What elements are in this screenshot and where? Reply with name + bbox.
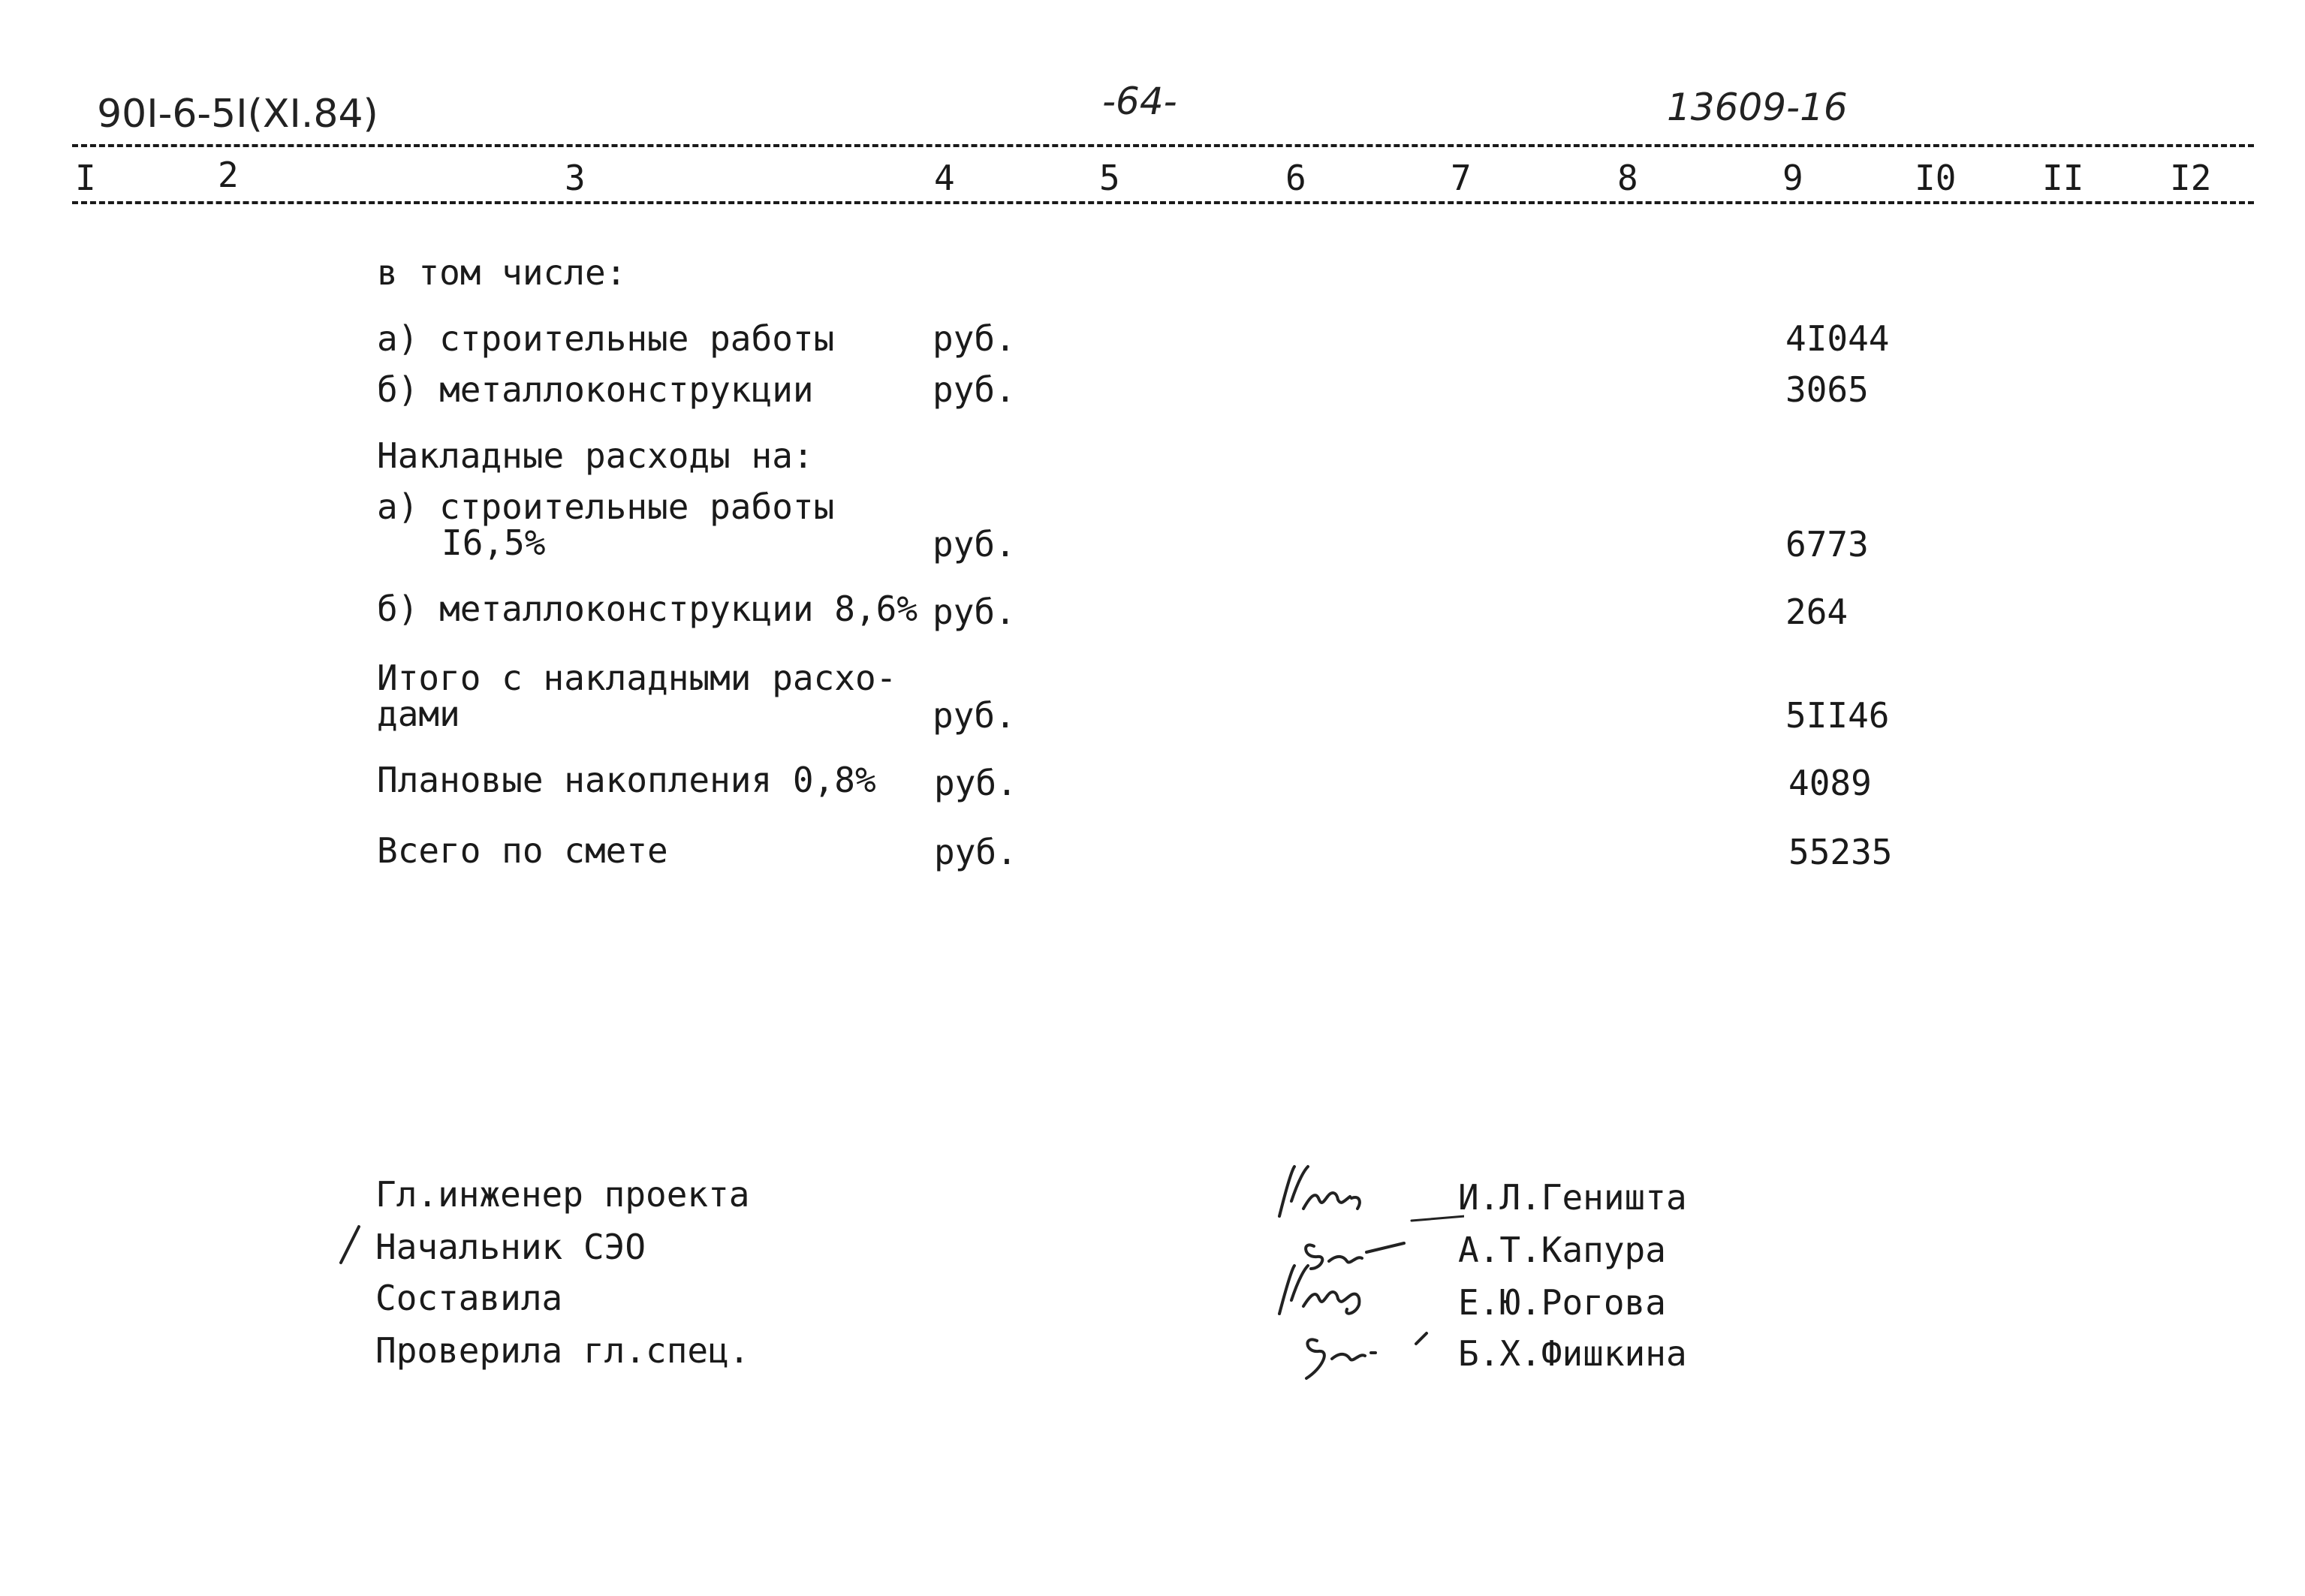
signature-name: А.Т.Капура bbox=[1458, 1230, 1666, 1270]
handwritten-signatures bbox=[1269, 1156, 1464, 1411]
row-label: б) металлоконструкции 8,6% bbox=[377, 589, 918, 629]
grand-total-value: 55235 bbox=[1788, 832, 1893, 872]
grand-total-unit: руб. bbox=[934, 832, 1017, 872]
sheet-code: 13609-16 bbox=[1667, 86, 1848, 129]
row-value: 4I044 bbox=[1785, 318, 1890, 359]
overhead-label: Накладные расходы на: bbox=[377, 435, 814, 476]
header-rule-top bbox=[72, 144, 2254, 147]
doc-code-note: (XI.84) bbox=[247, 92, 378, 137]
column-number: I2 bbox=[2170, 158, 2212, 198]
planned-savings-label: Плановые накопления 0,8% bbox=[377, 760, 876, 800]
row-unit: руб. bbox=[933, 524, 1016, 565]
column-number: 9 bbox=[1782, 158, 1803, 198]
planned-savings-unit: руб. bbox=[934, 763, 1017, 803]
total-with-overhead-label-continued: дами bbox=[377, 694, 460, 734]
doc-code-text: 90I-6-5I bbox=[97, 92, 248, 137]
column-number: 2 bbox=[218, 155, 239, 195]
row-value: 6773 bbox=[1785, 524, 1869, 565]
row-value: 3065 bbox=[1785, 369, 1869, 410]
signature-name: Е.Ю.Рогова bbox=[1458, 1282, 1666, 1323]
page-number: -64- bbox=[1102, 80, 1177, 123]
column-number: 6 bbox=[1285, 158, 1306, 198]
grand-total-label: Всего по смете bbox=[377, 830, 668, 871]
signature-role: Проверила гл.спец. bbox=[375, 1330, 750, 1371]
row-unit: руб. bbox=[933, 318, 1016, 359]
column-number: 3 bbox=[565, 158, 586, 198]
signature-name: И.Л.Геништа bbox=[1458, 1177, 1687, 1218]
column-number: II bbox=[2042, 158, 2084, 198]
planned-savings-value: 4089 bbox=[1788, 763, 1872, 803]
row-unit: руб. bbox=[933, 592, 1016, 632]
column-number: 7 bbox=[1451, 158, 1472, 198]
row-label: б) металлоконструкции bbox=[377, 369, 814, 410]
row-label: а) строительные работы bbox=[377, 318, 835, 359]
column-number: 4 bbox=[934, 158, 955, 198]
header-rule-bottom bbox=[72, 201, 2254, 204]
total-with-overhead-value: 5II46 bbox=[1785, 695, 1890, 736]
signature-role: Составила bbox=[375, 1278, 563, 1318]
row-label: а) строительные работы bbox=[377, 486, 835, 527]
column-number: 5 bbox=[1099, 158, 1120, 198]
total-with-overhead-label: Итого с накладными расхо- bbox=[377, 658, 897, 698]
row-value: 264 bbox=[1785, 592, 1849, 632]
column-number: 8 bbox=[1617, 158, 1638, 198]
row-unit: руб. bbox=[933, 369, 1016, 410]
row-label-continued: I6,5% bbox=[441, 522, 546, 563]
signature-name: Б.Х.Фишкина bbox=[1458, 1333, 1687, 1374]
signature-role: Начальник СЭО bbox=[375, 1227, 646, 1267]
column-number: I0 bbox=[1915, 158, 1957, 198]
signature-role: Гл.инженер проекта bbox=[375, 1174, 750, 1215]
total-with-overhead-unit: руб. bbox=[933, 695, 1016, 736]
section-label: в том числе: bbox=[377, 252, 627, 293]
column-number: I bbox=[75, 158, 96, 198]
doc-code bbox=[72, 56, 378, 137]
pen-mark bbox=[335, 1224, 365, 1266]
